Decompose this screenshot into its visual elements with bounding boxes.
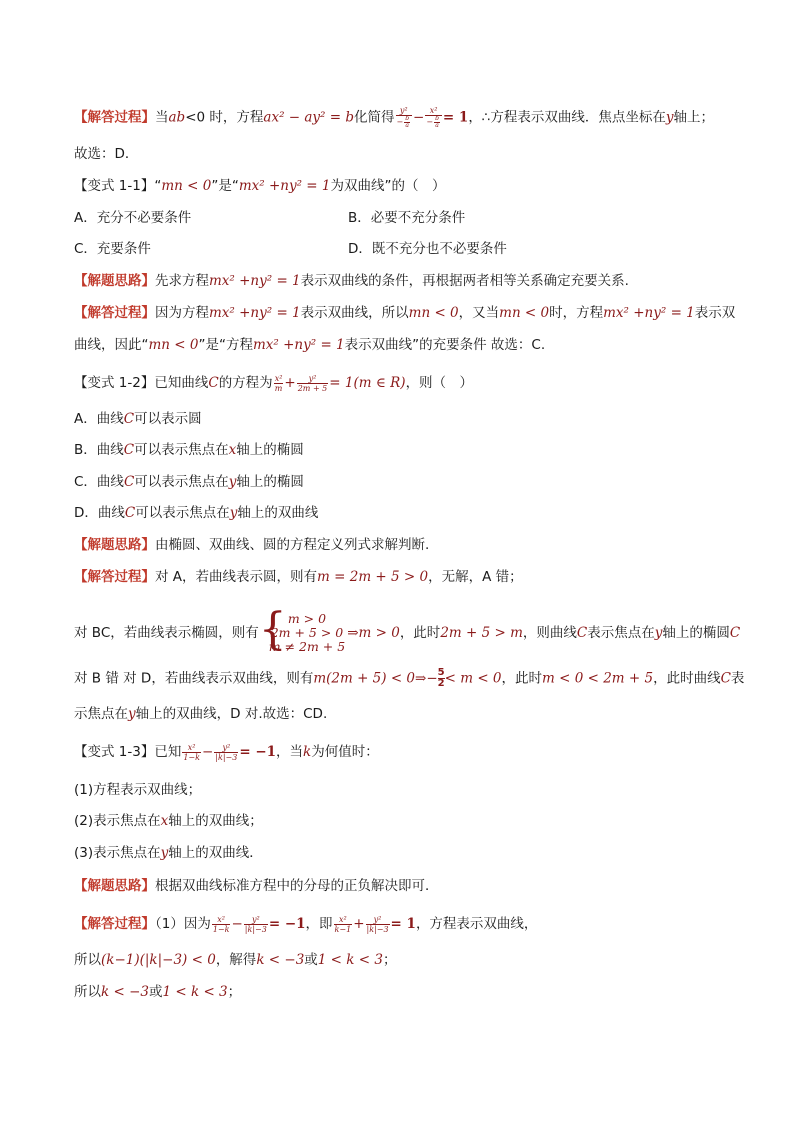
option-d: D．既不充分也不必要条件	[348, 241, 507, 257]
option-b: B．必要不充分条件	[348, 210, 466, 226]
option-a: A．曲线C可以表示圆	[74, 411, 202, 427]
answer-line: 故选：D．	[74, 146, 139, 162]
option-d: D．曲线C可以表示焦点在y轴上的双曲线	[74, 505, 319, 521]
solution-process-1-1-line-2: 曲线，因此“mn < 0”是“方程mx² +ny² = 1表示双曲线”的充要条件 故选：C.	[74, 337, 546, 353]
solution-process-line-1: 【解答过程】当ab<0 时，方程ax² − ay² = b化简得 y² − $\frac{b}{a}$ − x² − $\frac{b}{a}$ = 1，∴方程表示双曲线．焦点坐标在y轴上；	[74, 106, 715, 129]
solution-process-tag: 【解答过程】	[74, 109, 155, 126]
sub-question-2: (2)表示焦点在x轴上的双曲线；	[74, 813, 263, 829]
solution-process-1-3-line-1: 【解答过程】（1）因为 $\frac{\text{x²}}{1-k}$ − $\frac{\text{y²}}{|k|-3}$ = −1，即 $\frac{\text{x²}}{k-1}$ + $\frac{\text{y²}}{|k|-3}$ = 1，方程表示双曲线，	[74, 914, 538, 934]
option-b: B．曲线C可以表示焦点在x轴上的椭圆	[74, 442, 304, 458]
equation: ax² − ay² = b	[263, 109, 354, 126]
solution-idea-1-3: 【解题思路】根据双曲线标准方程中的分母的正负解决即可．	[74, 878, 439, 894]
variant-1-3-stem: 【变式 1-3】已知 $\frac{\text{x²}}{1-k}$ − $\frac{\text{y²}}{|k|-3}$ = −1，当k为何值时：	[74, 742, 379, 762]
solution-process-1-2-line-4: 示焦点在y轴上的双曲线，D 对.故选：CD.	[74, 706, 328, 722]
solution-process-1-1-line-1: 【解答过程】因为方程mx² +ny² = 1表示双曲线，所以mn < 0，又当mn < 0时，方程mx² +ny² = 1表示双	[74, 305, 736, 321]
inequality-system: { m > 0 2m + 5 > 0 m ≠ 2m + 5	[258, 604, 346, 655]
solution-process-1-2-line-1: 【解答过程】对 A，若曲线表示圆，则有m = 2m + 5 > 0，无解，A 错；	[74, 569, 523, 585]
solution-idea-1-1: 【解题思路】先求方程mx² +ny² = 1表示双曲线的条件，再根据两者相等关系确定充要关系.	[74, 273, 629, 289]
solution-idea-1-2: 【解题思路】由椭圆、双曲线、圆的方程定义列式求解判断.	[74, 537, 430, 553]
option-c: C．充要条件	[74, 241, 151, 257]
variant-1-1-stem: 【变式 1-1】“mn < 0”是“mx² +ny² = 1为双曲线”的（ ）	[74, 178, 446, 194]
sub-question-3: (3)表示焦点在y轴上的双曲线．	[74, 845, 263, 861]
solution-process-1-3-line-2: 所以(k−1)(|k|−3) < 0，解得k < −3或1 < k < 3；	[74, 952, 397, 968]
option-a: A．充分不必要条件	[74, 210, 192, 226]
solution-process-1-2-line-2: 对 BC，若曲线表示椭圆，则有 { m > 0 2m + 5 > 0 m ≠ 2m + 5 ⇒m > 0，此时2m + 5 > m，则曲线C表示焦点在y轴上的椭圆C	[74, 604, 741, 655]
variant-1-2-stem: 【变式 1-2】已知曲线C的方程为 $\frac{\text{x²}}{m}$ + $\frac{\text{y²}}{2m + 5}$ = 1(m ∈ R)，则（ ）	[74, 373, 474, 393]
solution-process-1-2-line-3: 对 B 错 对 D，若曲线表示双曲线，则有m(2m + 5) < 0⇒− $\frac{5}{2}< m < 0$，此时m < 0 < 2m + 5，此时曲线C表	[74, 667, 745, 689]
solution-process-1-3-line-3: 所以k < −3或1 < k < 3；	[74, 984, 242, 1000]
sub-question-1: (1)方程表示双曲线；	[74, 782, 202, 798]
fraction: x² − $\frac{b}{a}$	[425, 106, 442, 129]
option-c: C．曲线C可以表示焦点在y轴上的椭圆	[74, 474, 304, 490]
fraction: y² − $\frac{b}{a}$	[396, 106, 413, 129]
